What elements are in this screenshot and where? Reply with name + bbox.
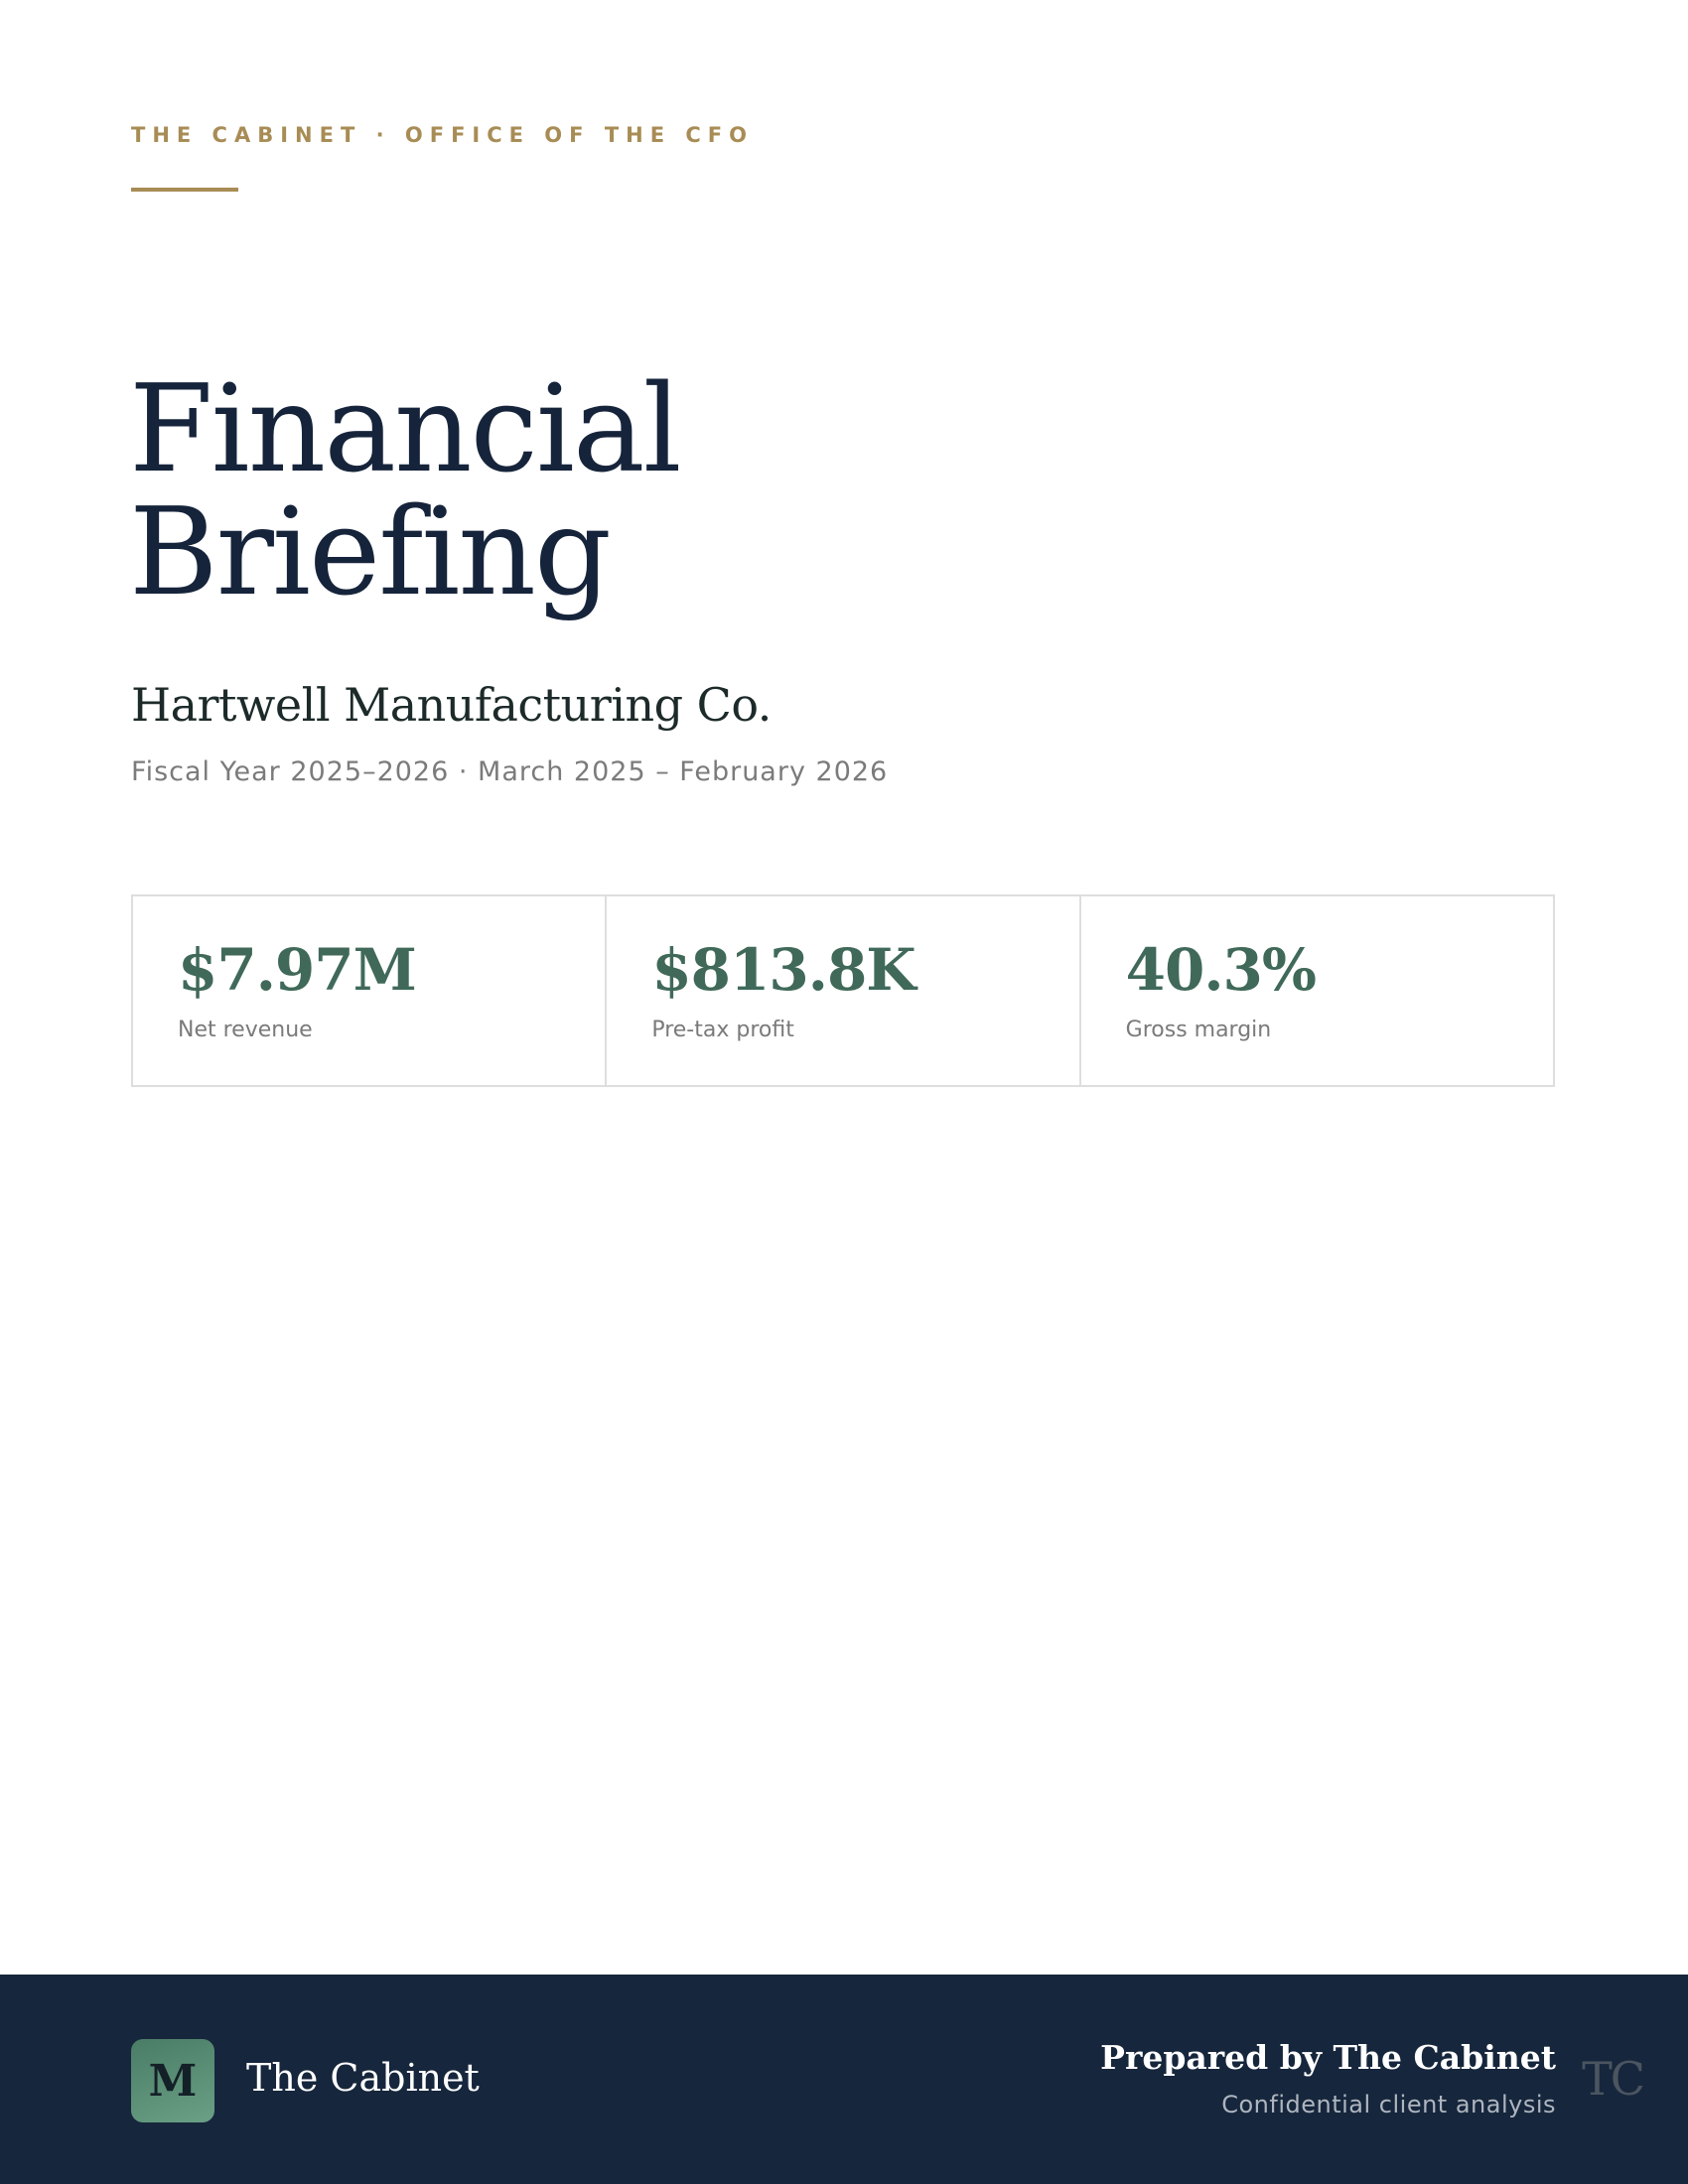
page-title (129, 358, 680, 622)
monogram-watermark: TC (1582, 2052, 1643, 2106)
confidentiality-note: Confidential client analysis (1221, 2091, 1556, 2118)
company-name: Hartwell Manufacturing Co. (131, 678, 772, 732)
page-title-line-2: Briefing (129, 481, 611, 622)
fiscal-period: Fiscal Year 2025–2026 · March 2025 – February 2026 (131, 756, 889, 787)
kpi-card-net-revenue (133, 896, 607, 1085)
kpi-label: Net revenue (178, 1018, 313, 1042)
kpi-value: $813.8K (651, 936, 915, 1004)
brand-logo-icon: M (131, 2039, 214, 2122)
kpi-value: 40.3% (1125, 936, 1317, 1004)
prepared-by: Prepared by The Cabinet (1100, 2038, 1556, 2077)
kpi-card-pre-tax-profit (607, 896, 1080, 1085)
header-eyebrow: THE CABINET · OFFICE OF THE CFO (131, 123, 754, 147)
kpi-label: Pre-tax profit (651, 1018, 794, 1042)
kpi-card-gross-margin (1081, 896, 1553, 1085)
page-title-line-1: Financial (129, 358, 680, 499)
footer-bar (0, 1975, 1688, 2184)
kpi-summary (131, 894, 1555, 1087)
kpi-label: Gross margin (1125, 1018, 1272, 1042)
brand-name: The Cabinet (246, 2056, 480, 2100)
header-accent-rule (131, 188, 238, 192)
kpi-value: $7.97M (178, 936, 416, 1004)
